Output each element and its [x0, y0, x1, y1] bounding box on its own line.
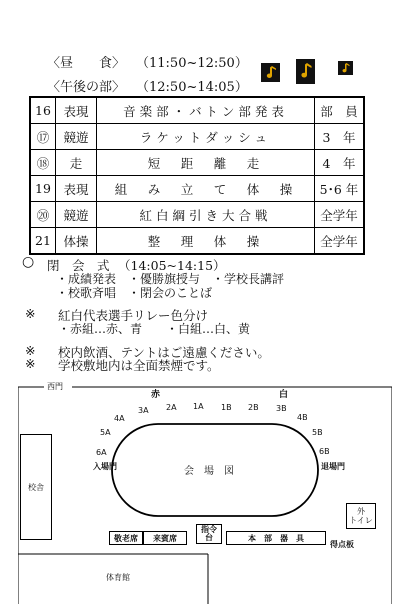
program-grade: 5･6 年 [315, 176, 365, 202]
program-number: 16 [30, 97, 56, 124]
program-number: 19 [30, 176, 56, 202]
program-category: 競遊 [56, 124, 97, 150]
program-row [30, 124, 364, 150]
note-mark-1: ※ [25, 343, 36, 358]
program-category: 表現 [56, 97, 97, 124]
white-team-label: 白 [279, 390, 289, 400]
command-post-label-1: 指令 [201, 525, 217, 534]
note-mark-2: ※ [25, 356, 36, 371]
closing-mark: ○ [22, 254, 35, 270]
gym-label: 体育館 [106, 573, 130, 582]
program-grade: 4 年 [315, 150, 365, 176]
program-title: 短 距 離 走 [97, 150, 315, 176]
program-category: 競遊 [56, 202, 97, 228]
position-5a: 5A [100, 428, 111, 437]
west-gate-label: 西門 [47, 382, 63, 391]
program-number: ⑰ [30, 124, 56, 150]
relay-detail: ・赤組…赤、青 ・白組…白、黄 [58, 322, 251, 336]
program-row [30, 97, 364, 124]
music-note-icon [296, 59, 315, 84]
position-2b: 2B [248, 403, 259, 412]
hq-equipment-label: 本 部 器 具 [248, 533, 304, 543]
position-5b: 5B [312, 428, 323, 437]
program-table [29, 96, 365, 255]
position-6b: 6B [319, 447, 330, 456]
guest-seats [143, 531, 187, 545]
note-smoking: 学校敷地内は全面禁煙です。 [58, 358, 220, 373]
closing-title: 閉 会 式 [47, 258, 110, 273]
lunch-time: （11:50~12:50） [136, 56, 248, 71]
closing-time: （14:05~14:15） [118, 258, 226, 273]
program-row [30, 228, 364, 255]
music-note-icon [261, 63, 280, 82]
elder-seats-label: 敬老席 [114, 533, 138, 543]
program-title: 音楽部・バトン部発表 [97, 97, 315, 124]
program-grade: 3 年 [315, 124, 365, 150]
restroom [346, 503, 376, 529]
school-building-label: 校舎 [28, 482, 44, 492]
note-drinking: 校内飲酒、テントはご遠慮ください。 [58, 345, 270, 360]
command-post-label-2: 台 [205, 533, 213, 542]
position-4b: 4B [297, 413, 308, 422]
program-category: 体操 [56, 228, 97, 255]
program-number: ⑳ [30, 202, 56, 228]
position-1a: 1A [193, 402, 204, 411]
lunch-label: 〈昼 食〉 [47, 56, 126, 71]
relay-text: 紅白代表選手リレー色分け [58, 308, 209, 323]
scoreboard-label: 得点板 [330, 540, 354, 549]
venue-map-lines [18, 386, 392, 604]
program-category: 表現 [56, 176, 97, 202]
red-team-label: 赤 [151, 390, 161, 400]
program-title: 紅白綱引き大合戦 [97, 202, 315, 228]
command-post [196, 524, 222, 544]
program-grade: 全学年 [315, 202, 365, 228]
position-3a: 3A [138, 406, 149, 415]
position-2a: 2A [166, 403, 177, 412]
restroom-outside-label: 外 [357, 507, 365, 516]
school-building [20, 434, 52, 540]
guest-seats-label: 来賓席 [153, 533, 177, 543]
closing-line-1: ・成績発表 ・優勝旗授与 ・学校長講評 [56, 272, 285, 286]
program-category: 走 [56, 150, 97, 176]
program-title: 組 み 立 て 体 操 [97, 176, 315, 202]
position-3b: 3B [276, 404, 287, 413]
program-row [30, 150, 364, 176]
relay-mark: ※ [25, 306, 36, 321]
hq-equipment [226, 531, 326, 545]
program-row [30, 202, 364, 228]
elder-seats [109, 531, 143, 545]
program-row [30, 176, 364, 202]
venue-map-title: 会 場 図 [184, 466, 234, 477]
music-note-icon [338, 61, 353, 75]
program-grade: 部 員 [315, 97, 365, 124]
entrance-gate-label: 入場門 [93, 462, 117, 471]
closing-line-2: ・校歌斉唱 ・閉会のことば [56, 286, 213, 300]
position-6a: 6A [96, 448, 107, 457]
position-4a: 4A [114, 414, 125, 423]
program-number: 21 [30, 228, 56, 255]
afternoon-time: （12:50~14:05） [136, 80, 248, 95]
program-title: ラケットダッシュ [97, 124, 315, 150]
afternoon-label: 〈午後の部〉 [47, 80, 126, 95]
restroom-label: トイレ [349, 516, 373, 525]
position-1b: 1B [221, 403, 232, 412]
exit-gate-label: 退場門 [321, 462, 345, 471]
program-title: 整 理 体 操 [97, 228, 315, 255]
program-grade: 全学年 [315, 228, 365, 255]
program-number: ⑱ [30, 150, 56, 176]
venue-map [18, 382, 392, 604]
